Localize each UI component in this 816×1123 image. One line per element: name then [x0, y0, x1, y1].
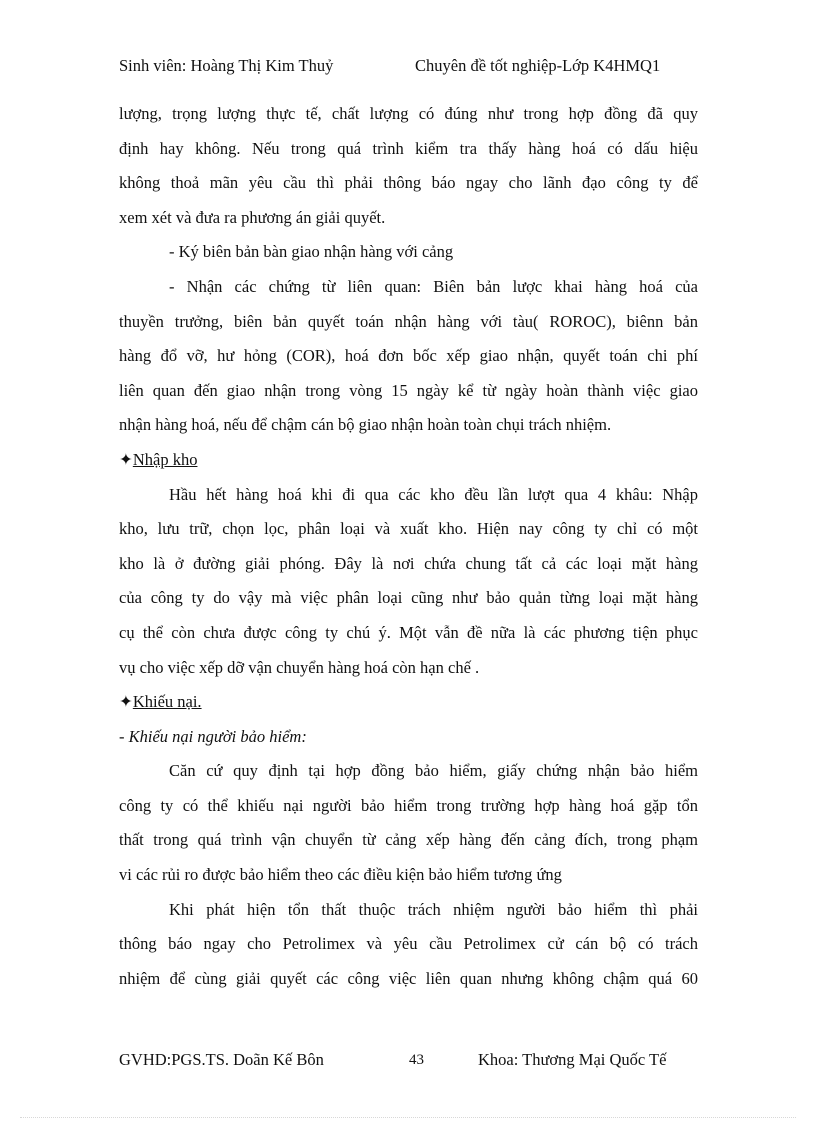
text-line: hàng đổ vỡ, hư hỏng (COR), hoá đơn bốc xếp giao nhận, quyết toán chi phí — [119, 346, 698, 366]
text-line: thất trong quá trình vận chuyển từ cảng xếp hàng đến cảng đích, trong phạm — [119, 830, 698, 850]
text-line: cụ thể còn chưa được công ty chú ý. Một vẫn đề nữa là các phương tiện phục — [119, 622, 698, 642]
text-line: thuyền trưởng, biên bản quyết toán nhận hàng với tàu( ROROC), biênn bản — [119, 311, 698, 331]
footer-advisor: GVHD:PGS.TS. Doãn Kế Bôn — [119, 1050, 324, 1069]
text-line: của công ty do vậy mà việc phân loại cũng như bảo quản từng loại mặt hàng — [119, 588, 698, 608]
text-line: nhận hàng hoá, nếu để chậm cán bộ giao nhận hoàn toàn chụi trách nhiệm. — [119, 415, 612, 435]
text-line: kho là ở đường giải phóng. Đây là nơi chứa chung tất cả các loại mặt hàng — [119, 553, 698, 573]
text-line: vi các rủi ro được bảo hiểm theo các điều kiện bảo hiểm tương ứng — [119, 865, 562, 885]
footer-faculty: Khoa: Thương Mại Quốc Tế — [478, 1050, 667, 1069]
text-line: kho, lưu trữ, chọn lọc, phân loại và xuất kho. Hiện nay công ty chỉ có một — [119, 519, 698, 539]
page-footer — [119, 1046, 699, 1074]
heading-text: Nhập kho — [132, 449, 198, 469]
text-line: nhiệm để cùng giải quyết các công việc liên quan nhưng không chậm quá 60 — [119, 968, 698, 988]
text-line: - Nhận các chứng từ liên quan: Biên bản lược khai hàng hoá của — [169, 276, 698, 296]
paragraph-warehouse — [119, 478, 698, 686]
section-heading-complaint — [119, 685, 698, 720]
header-topic: Chuyên đề tốt nghiệp-Lớp K4HMQ1 — [415, 56, 661, 75]
text-line: định hay không. Nếu trong quá trình kiểm tra thấy hàng hoá có dấu hiệu — [119, 138, 698, 158]
page-header — [119, 52, 699, 80]
page-bottom-divider — [20, 1117, 796, 1118]
section-heading-warehouse — [119, 443, 698, 478]
text-line: công ty có thể khiếu nại người bảo hiểm trong trường hợp hàng hoá gặp tổn — [119, 795, 698, 815]
text-line: không thoả mãn yêu cầu thì phải thông báo ngay cho lãnh đạo công ty để — [119, 173, 698, 193]
text-line: thông báo ngay cho Petrolimex và yêu cầu Petrolimex cử cán bộ có trách — [119, 934, 698, 954]
heading-text: Khiếu nại. — [132, 692, 202, 712]
text-line: liên quan đến giao nhận trong vòng 15 ngày kể từ ngày hoàn thành việc giao — [119, 380, 698, 400]
subheading-insurer-complaint: - Khiếu nại người bảo hiểm: — [119, 726, 307, 746]
text-line: Khi phát hiện tổn thất thuộc trách nhiệm người bảo hiểm thì phải — [169, 899, 698, 919]
text-line: Hầu hết hàng hoá khi đi qua các kho đều lần lượt qua 4 khâu: Nhập — [169, 484, 698, 504]
text-line: Căn cứ quy định tại hợp đồng bảo hiểm, giấy chứng nhận bảo hiểm — [169, 761, 698, 781]
star-bullet-icon: ✦ — [119, 692, 133, 712]
text-line: xem xét và đưa ra phương án giải quyết. — [119, 207, 386, 227]
page-body — [119, 97, 698, 996]
page-number: 43 — [409, 1052, 424, 1068]
list-item-sign-report: - Ký biên bản bàn giao nhận hàng với cảng — [169, 242, 454, 262]
star-bullet-icon: ✦ — [119, 449, 133, 469]
header-student: Sinh viên: Hoàng Thị Kim Thuỷ — [119, 56, 334, 75]
paragraph-insurance-basis — [119, 754, 698, 892]
list-item-receive-documents — [119, 270, 698, 443]
text-line: vụ cho việc xếp dỡ vận chuyển hàng hoá còn hạn chế . — [119, 657, 480, 677]
paragraph-continuation — [119, 97, 698, 235]
paragraph-loss-notification — [119, 893, 698, 997]
text-line: lượng, trọng lượng thực tế, chất lượng có đúng như trong hợp đồng đã quy — [119, 104, 698, 123]
